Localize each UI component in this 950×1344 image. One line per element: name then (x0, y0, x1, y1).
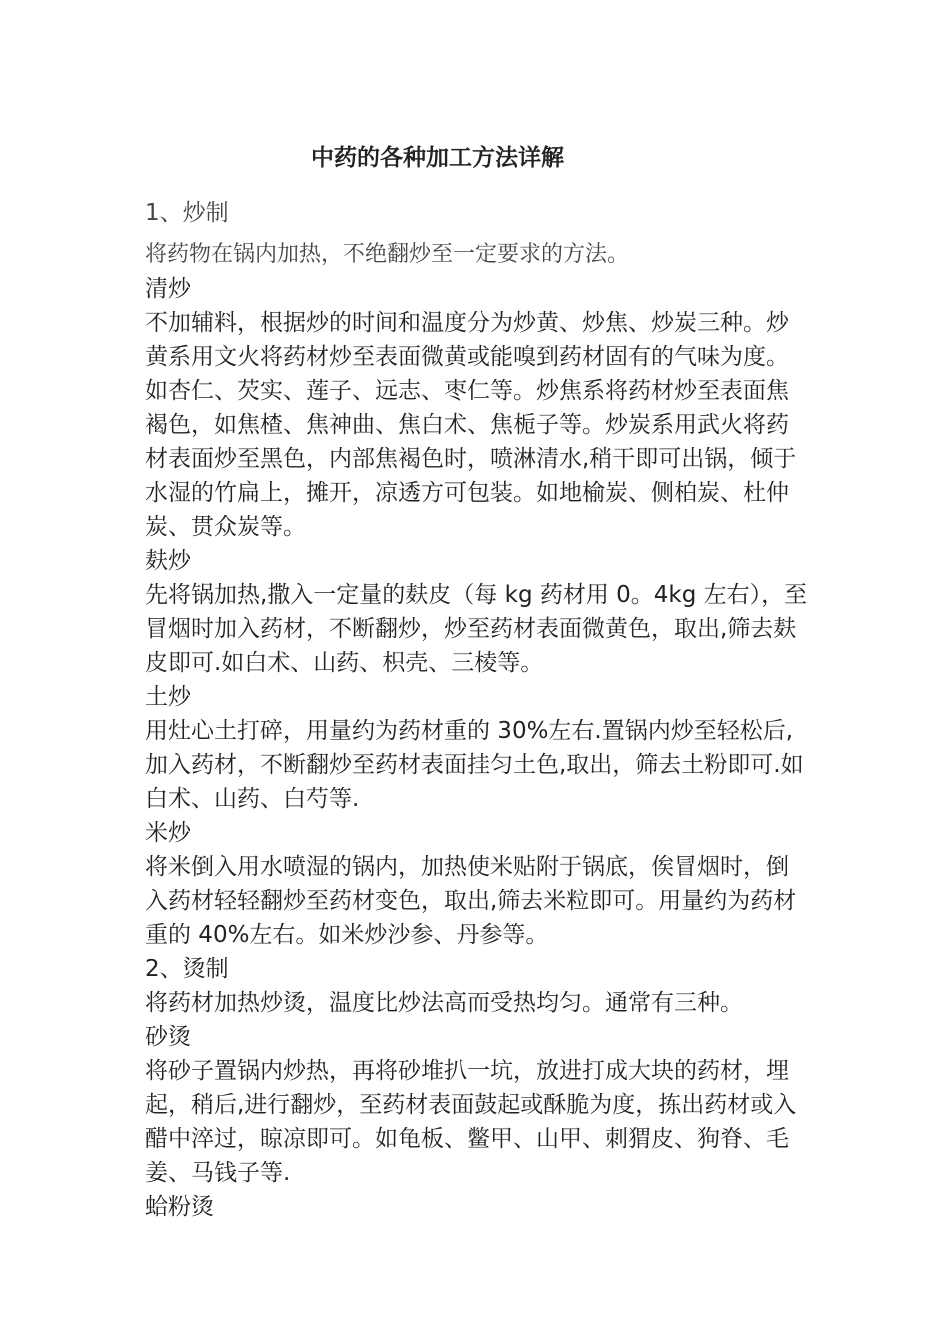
section-intro-stir-fry: 将药物在锅内加热，不绝翻炒至一定要求的方法。 (145, 242, 630, 267)
section-intro-scald: 将药材加热炒烫，温度比炒法高而受热均匀。通常有三种。 (145, 990, 743, 1016)
document-body (145, 196, 810, 1224)
paragraph-sand-scald: 将砂子置锅内炒热，再将砂堆扒一坑，放进打成大块的药材，埋起，稍后,进行翻炒，至药材表面鼓起或酥脆为度，拣出药材或入醋中淬过，晾凉即可。如龟板、鳖甲、山甲、刺猬皮、狗脊、毛姜、马钱子等. (145, 1058, 797, 1186)
subheading-clam-powder-scald: 蛤粉烫 (145, 1194, 214, 1220)
subheading-earth-fry: 土炒 (145, 684, 191, 710)
paragraph-bran-fry: 先将锅加热,撒入一定量的麸皮（每 kg 药材用 0。4kg 左右），至冒烟时加入药材，不断翻炒，炒至药材表面微黄色，取出,筛去麸皮即可.如白术、山药、枳壳、三棱等。 (145, 582, 808, 676)
subheading-plain-fry: 清炒 (145, 276, 191, 302)
paragraph-plain-fry: 不加辅料，根据炒的时间和温度分为炒黄、炒焦、炒炭三种。炒黄系用文火将药材炒至表面微黄或能嗅到药材固有的气味为度。如杏仁、芡实、莲子、远志、枣仁等。炒焦系将药材炒至表面焦褐色，如焦楂、焦神曲、焦白术、焦栀子等。炒炭系用武火将药材表面炒至黑色，内部焦褐色时，喷淋清水,稍干即可出锅，倾于水湿的竹扁上，摊开，凉透方可包装。如地榆炭、侧柏炭、杜仲炭、贯众炭等。 (145, 310, 797, 540)
subheading-bran-fry: 麸炒 (145, 548, 191, 574)
section-heading-stir-fry: 1、炒制 (145, 200, 229, 226)
paragraph-rice-fry: 将米倒入用水喷湿的锅内，加热使米贴附于锅底，俟冒烟时，倒入药材轻轻翻炒至药材变色，取出,筛去米粒即可。用量约为药材重的 40%左右。如米炒沙参、丹参等。 (145, 854, 797, 948)
subheading-sand-scald: 砂烫 (145, 1024, 191, 1050)
section-heading-scald: 2、烫制 (145, 956, 229, 982)
subheading-rice-fry: 米炒 (145, 820, 191, 846)
paragraph-earth-fry: 用灶心土打碎，用量约为药材重的 30%左右.置锅内炒至轻松后,加入药材，不断翻炒至药材表面挂匀土色,取出，筛去土粉即可.如白术、山药、白芍等. (145, 718, 804, 812)
document-title: 中药的各种加工方法详解 (311, 145, 564, 171)
